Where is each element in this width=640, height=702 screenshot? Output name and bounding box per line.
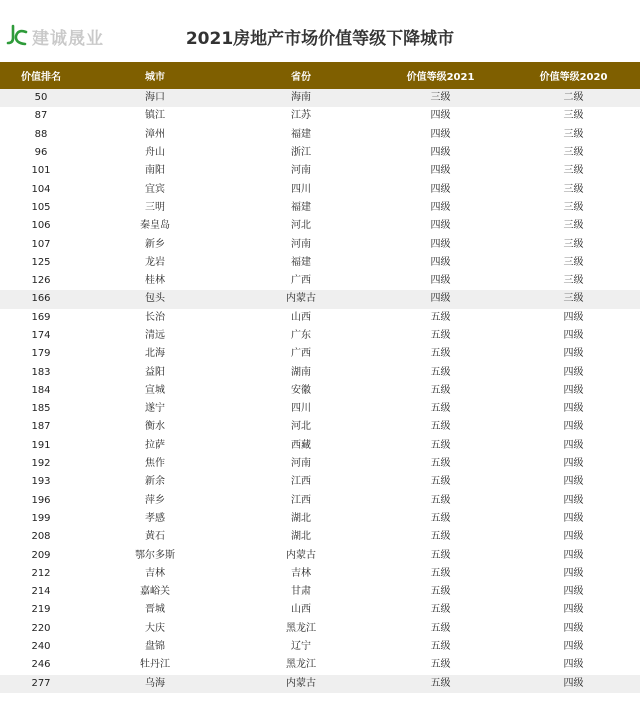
table-row bbox=[0, 473, 640, 491]
cell-province: 海南 bbox=[291, 92, 311, 104]
cell-province: 安徽 bbox=[291, 384, 311, 396]
cell-grade-2021: 五级 bbox=[430, 604, 451, 616]
table-row bbox=[0, 656, 640, 674]
city-grade-table bbox=[0, 62, 640, 693]
cell-grade-2021: 五级 bbox=[430, 512, 451, 524]
cell-city: 宣城 bbox=[145, 384, 165, 396]
table-header-row bbox=[0, 62, 640, 89]
cell-grade-2020: 三级 bbox=[563, 275, 584, 287]
page-title: 2021房地产市场价值等级下降城市 bbox=[185, 29, 455, 49]
cell-city: 大庆 bbox=[145, 622, 165, 634]
cell-city: 乌海 bbox=[145, 677, 165, 689]
table-row bbox=[0, 455, 640, 473]
cell-grade-2021: 五级 bbox=[430, 311, 451, 323]
cell-grade-2021: 四级 bbox=[430, 110, 451, 122]
cell-province: 湖北 bbox=[291, 512, 311, 524]
cell-city: 镇江 bbox=[145, 110, 165, 122]
cell-rank: 191 bbox=[31, 439, 51, 451]
cell-province: 山西 bbox=[291, 604, 311, 616]
cell-rank: 101 bbox=[31, 165, 51, 177]
cell-rank: 209 bbox=[31, 549, 51, 561]
column-header-rank[interactable]: 价值排名 bbox=[21, 72, 61, 83]
cell-rank: 196 bbox=[31, 494, 51, 506]
cell-grade-2020: 四级 bbox=[563, 586, 584, 598]
cell-province: 河南 bbox=[291, 458, 311, 470]
cell-grade-2020: 三级 bbox=[563, 256, 584, 268]
cell-grade-2021: 五级 bbox=[430, 677, 451, 689]
cell-grade-2021: 四级 bbox=[430, 293, 451, 305]
cell-grade-2021: 五级 bbox=[430, 421, 451, 433]
table-row bbox=[0, 254, 640, 272]
page-header bbox=[0, 0, 640, 62]
cell-province: 辽宁 bbox=[291, 641, 311, 653]
cell-province: 福建 bbox=[291, 201, 311, 213]
cell-grade-2021: 五级 bbox=[430, 476, 451, 488]
cell-city: 海口 bbox=[145, 92, 165, 104]
cell-city: 萍乡 bbox=[145, 494, 165, 506]
cell-grade-2021: 五级 bbox=[430, 366, 451, 378]
cell-grade-2021: 四级 bbox=[430, 256, 451, 268]
cell-rank: 183 bbox=[31, 366, 51, 378]
cell-rank: 105 bbox=[31, 201, 51, 213]
cell-city: 鄂尔多斯 bbox=[135, 549, 175, 561]
cell-city: 孝感 bbox=[145, 512, 165, 524]
cell-grade-2021: 五级 bbox=[430, 439, 451, 451]
column-header-city[interactable]: 城市 bbox=[145, 72, 165, 83]
cell-rank: 179 bbox=[31, 348, 51, 360]
table-row bbox=[0, 272, 640, 290]
cell-province: 湖南 bbox=[291, 366, 311, 378]
cell-city: 晋城 bbox=[145, 604, 165, 616]
cell-grade-2020: 三级 bbox=[563, 147, 584, 159]
table-row bbox=[0, 382, 640, 400]
cell-rank: 104 bbox=[31, 183, 51, 195]
cell-province: 河南 bbox=[291, 165, 311, 177]
cell-city: 三明 bbox=[145, 201, 165, 213]
cell-grade-2020: 三级 bbox=[563, 220, 584, 232]
cell-grade-2021: 五级 bbox=[430, 549, 451, 561]
cell-province: 内蒙古 bbox=[286, 677, 316, 689]
cell-province: 广西 bbox=[291, 348, 311, 360]
cell-rank: 184 bbox=[31, 384, 51, 396]
cell-rank: 192 bbox=[31, 458, 51, 470]
cell-rank: 166 bbox=[31, 293, 51, 305]
cell-grade-2021: 四级 bbox=[430, 147, 451, 159]
cell-province: 福建 bbox=[291, 256, 311, 268]
cell-grade-2021: 五级 bbox=[430, 330, 451, 341]
cell-grade-2021: 四级 bbox=[430, 165, 451, 177]
cell-province: 甘肃 bbox=[291, 586, 311, 598]
table-row bbox=[0, 565, 640, 583]
table-row bbox=[0, 528, 640, 546]
cell-rank: 87 bbox=[34, 110, 48, 122]
table-row bbox=[0, 363, 640, 381]
table-row bbox=[0, 327, 640, 345]
table-row bbox=[0, 180, 640, 198]
cell-rank: 277 bbox=[31, 677, 51, 689]
cell-province: 河南 bbox=[291, 238, 311, 250]
cell-rank: 96 bbox=[34, 147, 48, 159]
cell-grade-2020: 四级 bbox=[563, 458, 584, 470]
cell-grade-2020: 四级 bbox=[563, 439, 584, 451]
column-header-grade-2021[interactable]: 价值等级2021 bbox=[406, 72, 475, 83]
cell-province: 河北 bbox=[291, 421, 311, 433]
cell-grade-2020: 四级 bbox=[563, 421, 584, 433]
cell-province: 四川 bbox=[291, 183, 311, 195]
cell-grade-2020: 四级 bbox=[563, 403, 584, 415]
cell-city: 漳州 bbox=[145, 128, 165, 140]
cell-grade-2020: 三级 bbox=[563, 183, 584, 195]
cell-rank: 107 bbox=[31, 238, 51, 250]
cell-grade-2020: 四级 bbox=[563, 659, 584, 671]
cell-grade-2020: 三级 bbox=[563, 165, 584, 177]
cell-province: 黑龙江 bbox=[286, 622, 316, 634]
cell-grade-2020: 四级 bbox=[563, 512, 584, 524]
cell-province: 江西 bbox=[291, 494, 311, 506]
cell-grade-2021: 四级 bbox=[430, 183, 451, 195]
cell-province: 内蒙古 bbox=[286, 293, 316, 305]
cell-province: 江西 bbox=[291, 476, 311, 488]
cell-grade-2021: 五级 bbox=[430, 659, 451, 671]
cell-grade-2021: 四级 bbox=[430, 128, 451, 140]
table-row bbox=[0, 345, 640, 363]
cell-city: 北海 bbox=[145, 348, 165, 360]
table-row bbox=[0, 437, 640, 455]
cell-city: 宜宾 bbox=[145, 183, 165, 195]
cell-rank: 174 bbox=[31, 330, 51, 341]
cell-grade-2020: 四级 bbox=[563, 366, 584, 378]
table-row bbox=[0, 601, 640, 619]
cell-rank: 185 bbox=[31, 403, 51, 415]
cell-city: 益阳 bbox=[145, 366, 165, 378]
cell-city: 拉萨 bbox=[145, 439, 165, 451]
cell-grade-2020: 三级 bbox=[563, 293, 584, 305]
cell-city: 牡丹江 bbox=[140, 659, 170, 671]
cell-rank: 169 bbox=[31, 311, 51, 323]
cell-city: 嘉峪关 bbox=[140, 586, 170, 598]
cell-city: 黄石 bbox=[145, 531, 165, 543]
cell-rank: 50 bbox=[34, 92, 48, 104]
cell-rank: 125 bbox=[31, 256, 51, 268]
cell-grade-2021: 五级 bbox=[430, 403, 451, 415]
cell-rank: 246 bbox=[31, 659, 51, 671]
cell-city: 长治 bbox=[145, 311, 165, 323]
cell-city: 新乡 bbox=[145, 238, 165, 250]
cell-city: 龙岩 bbox=[145, 256, 165, 268]
table-row bbox=[0, 235, 640, 253]
table-row bbox=[0, 107, 640, 125]
table-row bbox=[0, 162, 640, 180]
cell-grade-2020: 四级 bbox=[563, 330, 584, 341]
table-row bbox=[0, 492, 640, 510]
table-row bbox=[0, 675, 640, 693]
cell-rank: 220 bbox=[31, 622, 51, 634]
table-row bbox=[0, 217, 640, 235]
table-row bbox=[0, 638, 640, 656]
cell-grade-2021: 五级 bbox=[430, 348, 451, 360]
cell-city: 焦作 bbox=[145, 458, 165, 470]
cell-grade-2020: 四级 bbox=[563, 567, 584, 579]
cell-province: 广西 bbox=[291, 275, 311, 287]
column-header-grade-2020[interactable]: 价值等级2020 bbox=[539, 72, 608, 83]
cell-grade-2020: 三级 bbox=[563, 110, 584, 122]
cell-rank: 126 bbox=[31, 275, 51, 287]
cell-province: 内蒙古 bbox=[286, 549, 316, 561]
cell-grade-2021: 四级 bbox=[430, 201, 451, 213]
table-row bbox=[0, 418, 640, 436]
cell-rank: 193 bbox=[31, 476, 51, 488]
cell-city: 遂宁 bbox=[145, 403, 165, 415]
cell-grade-2020: 四级 bbox=[563, 494, 584, 506]
cell-grade-2021: 四级 bbox=[430, 275, 451, 287]
cell-grade-2020: 四级 bbox=[563, 531, 584, 543]
table-body bbox=[0, 89, 640, 693]
cell-province: 湖北 bbox=[291, 531, 311, 543]
cell-rank: 214 bbox=[31, 586, 51, 598]
cell-province: 山西 bbox=[291, 311, 311, 323]
table-row bbox=[0, 620, 640, 638]
cell-grade-2021: 五级 bbox=[430, 531, 451, 543]
cell-grade-2021: 五级 bbox=[430, 622, 451, 634]
cell-grade-2020: 四级 bbox=[563, 641, 584, 653]
cell-grade-2020: 四级 bbox=[563, 384, 584, 396]
logo-text: 建诚晟业 bbox=[32, 28, 104, 49]
table-row bbox=[0, 309, 640, 327]
cell-province: 福建 bbox=[291, 128, 311, 140]
cell-rank: 240 bbox=[31, 641, 51, 653]
cell-grade-2021: 四级 bbox=[430, 238, 451, 250]
cell-grade-2020: 四级 bbox=[563, 348, 584, 360]
cell-city: 舟山 bbox=[145, 147, 165, 159]
table-row bbox=[0, 583, 640, 601]
cell-city: 清远 bbox=[145, 330, 165, 341]
cell-grade-2021: 五级 bbox=[430, 458, 451, 470]
cell-grade-2020: 四级 bbox=[563, 622, 584, 634]
cell-grade-2020: 三级 bbox=[563, 128, 584, 140]
cell-grade-2020: 四级 bbox=[563, 549, 584, 561]
cell-province: 江苏 bbox=[291, 110, 311, 122]
cell-grade-2020: 三级 bbox=[563, 201, 584, 213]
cell-grade-2021: 五级 bbox=[430, 567, 451, 579]
cell-province: 河北 bbox=[291, 220, 311, 232]
table-row bbox=[0, 400, 640, 418]
cell-grade-2020: 四级 bbox=[563, 476, 584, 488]
cell-rank: 208 bbox=[31, 531, 51, 543]
table-row bbox=[0, 89, 640, 107]
cell-grade-2020: 四级 bbox=[563, 677, 584, 689]
cell-grade-2021: 五级 bbox=[430, 384, 451, 396]
cell-city: 新余 bbox=[145, 476, 165, 488]
cell-rank: 199 bbox=[31, 512, 51, 524]
cell-city: 秦皇岛 bbox=[140, 220, 170, 232]
cell-grade-2021: 五级 bbox=[430, 641, 451, 653]
table-row bbox=[0, 546, 640, 564]
cell-grade-2020: 二级 bbox=[563, 92, 584, 104]
cell-grade-2021: 四级 bbox=[430, 220, 451, 232]
cell-province: 黑龙江 bbox=[286, 659, 316, 671]
cell-province: 四川 bbox=[291, 403, 311, 415]
cell-city: 吉林 bbox=[145, 567, 165, 579]
cell-grade-2021: 五级 bbox=[430, 586, 451, 598]
cell-city: 衡水 bbox=[145, 421, 165, 433]
cell-province: 浙江 bbox=[291, 147, 311, 159]
table-row bbox=[0, 144, 640, 162]
cell-province: 西藏 bbox=[291, 439, 311, 451]
table-row bbox=[0, 290, 640, 308]
cell-rank: 106 bbox=[31, 220, 51, 232]
column-header-province[interactable]: 省份 bbox=[291, 72, 311, 83]
cell-province: 吉林 bbox=[291, 567, 311, 579]
cell-grade-2020: 三级 bbox=[563, 238, 584, 250]
cell-grade-2021: 三级 bbox=[430, 92, 451, 104]
table-row bbox=[0, 126, 640, 144]
cell-city: 盘锦 bbox=[145, 641, 165, 653]
cell-city: 包头 bbox=[145, 293, 165, 305]
cell-rank: 212 bbox=[31, 567, 51, 579]
cell-grade-2020: 四级 bbox=[563, 311, 584, 323]
cell-grade-2020: 四级 bbox=[563, 604, 584, 616]
table-row bbox=[0, 510, 640, 528]
cell-province: 广东 bbox=[291, 330, 311, 341]
cell-city: 桂林 bbox=[145, 275, 165, 287]
cell-rank: 219 bbox=[31, 604, 51, 616]
cell-rank: 88 bbox=[34, 128, 48, 140]
cell-city: 南阳 bbox=[145, 165, 165, 177]
cell-rank: 187 bbox=[31, 421, 51, 433]
table-row bbox=[0, 199, 640, 217]
cell-grade-2021: 五级 bbox=[430, 494, 451, 506]
